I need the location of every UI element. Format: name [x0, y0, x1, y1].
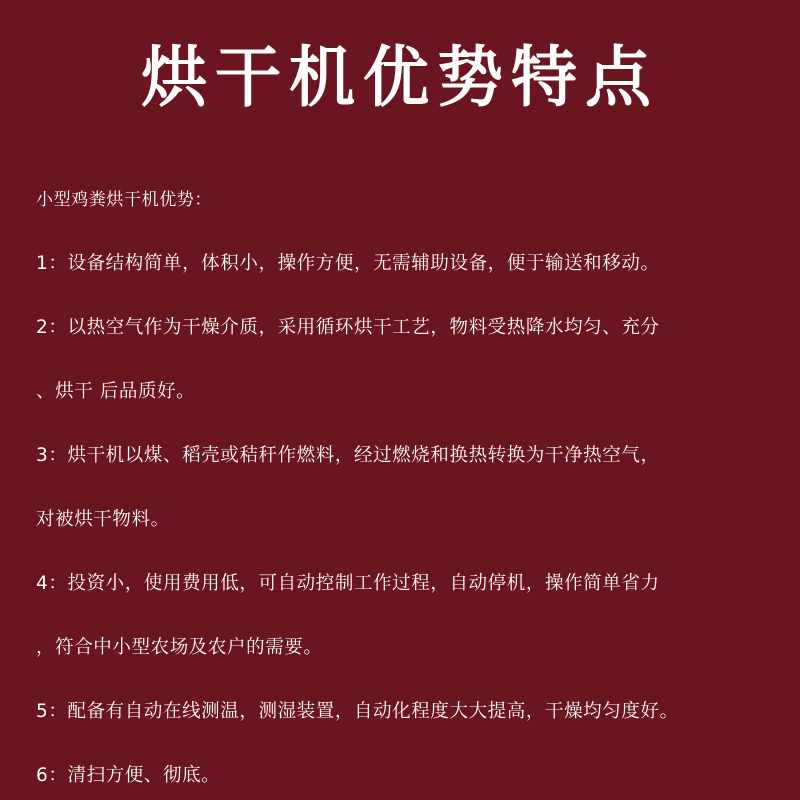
feature-line-2b: 、烘干 后品质好。 [36, 381, 196, 402]
feature-line-6: 6：清扫方便、彻底。 [36, 765, 221, 786]
feature-line-2a: 2：以热空气作为干燥介质，采用循环烘干工艺，物料受热降水均匀、充分 [36, 317, 660, 338]
feature-line-4a: 4：投资小，使用费用低，可自动控制工作过程，自动停机，操作简单省力 [36, 573, 660, 594]
feature-line-5: 5：配备有自动在线测温，测湿装置，自动化程度大大提高，干燥均匀度好。 [36, 701, 679, 722]
feature-line-3a: 3：烘干机以煤、稻壳或秸秆作燃料，经过燃烧和换热转换为干净热空气， [36, 445, 660, 466]
intro-text: 小型鸡粪烘干机优势： [36, 190, 212, 210]
feature-line-4b: ，符合中小型农场及农户的需要。 [36, 637, 323, 658]
page-title: 烘干机优势特点 [141, 39, 659, 116]
feature-line-3b: 对被烘干物料。 [36, 509, 170, 530]
feature-line-1: 1：设备结构简单，体积小，操作方便，无需辅助设备，便于输送和移动。 [36, 253, 660, 274]
